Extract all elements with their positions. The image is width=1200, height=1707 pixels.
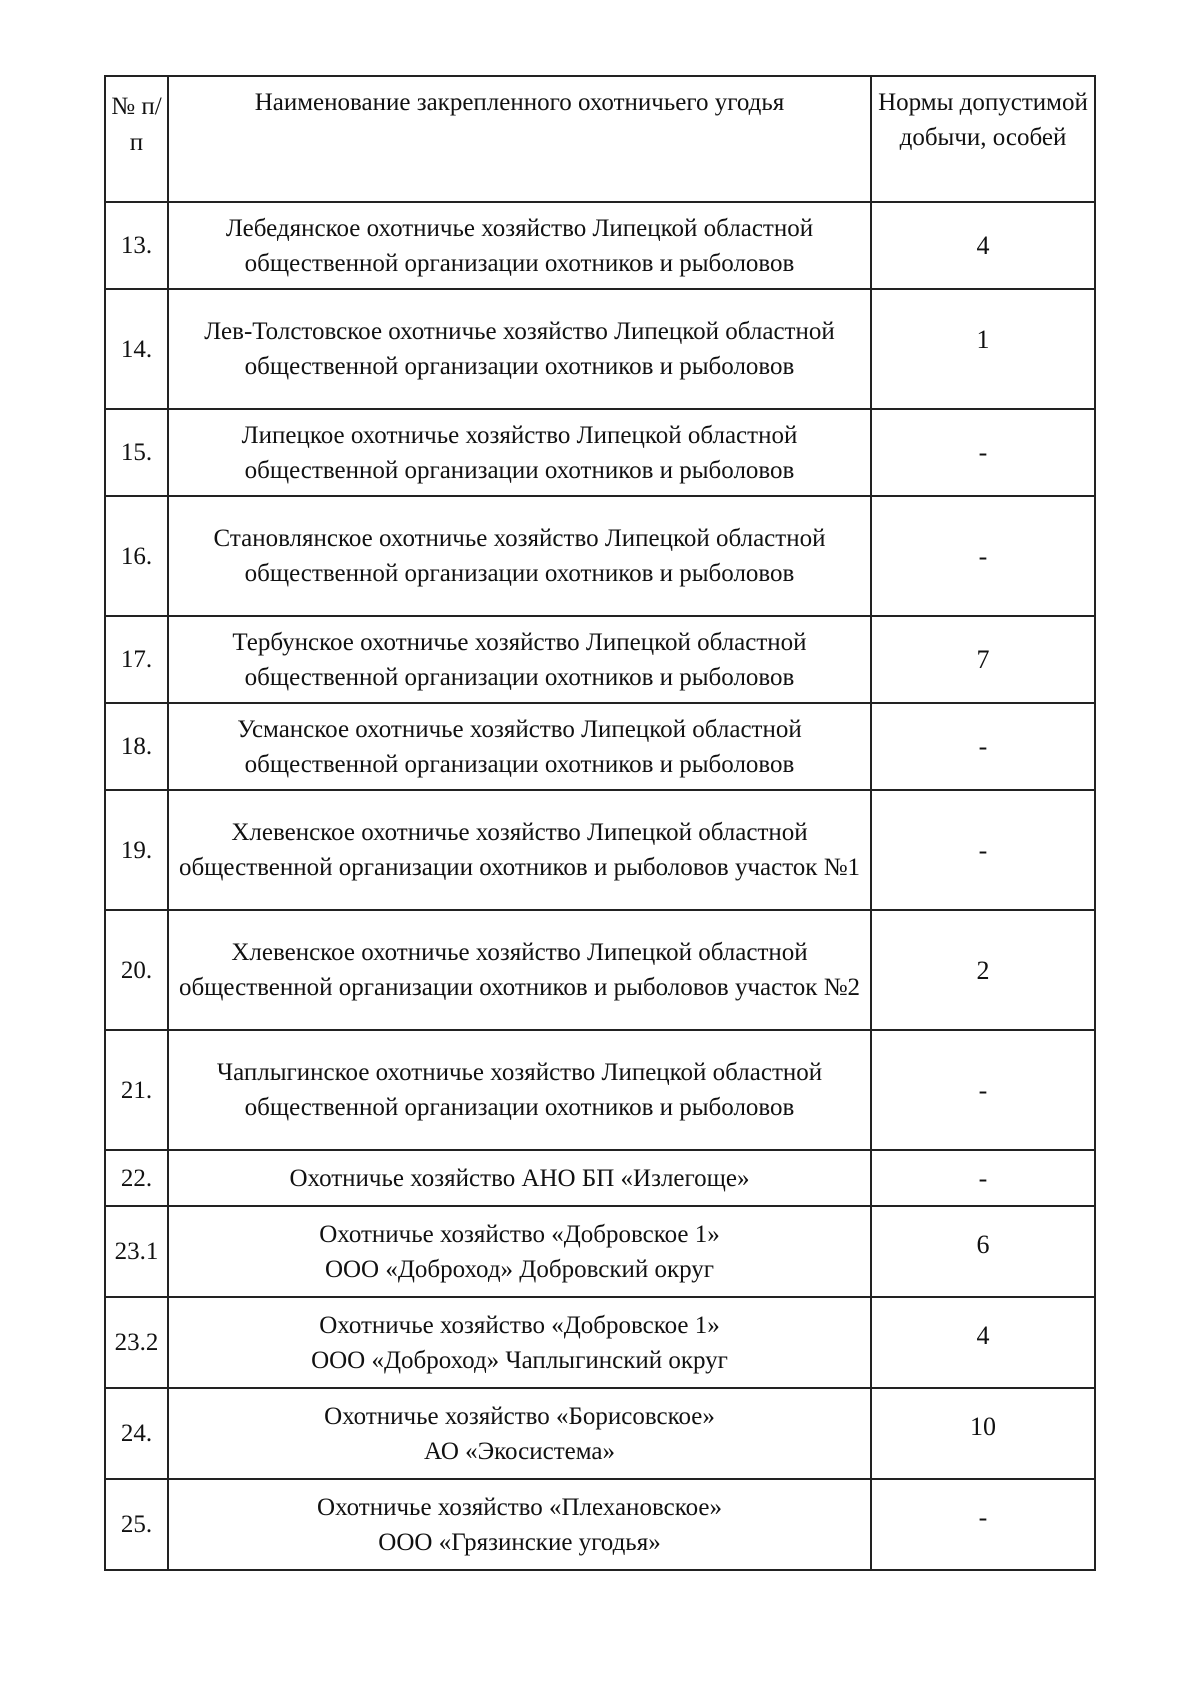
row-land-name: Охотничье хозяйство АНО БП «Излегоще» <box>168 1150 871 1206</box>
row-land-name: Тербунское охотничье хозяйство Липецкой областной общественной организации охотников и рыболовов <box>168 616 871 703</box>
row-number: 18. <box>105 703 168 790</box>
row-quota-norm: - <box>871 790 1095 910</box>
row-land-name <box>168 1297 871 1388</box>
row-land-name-line2: ООО «Доброход» Чаплыгинский округ <box>311 1346 728 1374</box>
row-land-name <box>168 1388 871 1479</box>
row-land-name: Хлевенское охотничье хозяйство Липецкой областной общественной организации охотников и рыболовов участок №2 <box>168 910 871 1030</box>
row-quota-norm: 4 <box>871 1297 1095 1388</box>
row-land-name <box>168 1479 871 1570</box>
row-quota-norm: - <box>871 496 1095 616</box>
table-row <box>105 202 1095 289</box>
table-row <box>105 1150 1095 1206</box>
row-quota-norm: - <box>871 1150 1095 1206</box>
row-land-name-line1: Охотничье хозяйство «Добровское 1» <box>319 1220 720 1248</box>
row-land-name-line2: ООО «Доброход» Добровский округ <box>324 1255 715 1283</box>
row-number: 23.2 <box>105 1297 168 1388</box>
row-quota-norm: 1 <box>871 289 1095 409</box>
row-quota-norm: - <box>871 1479 1095 1570</box>
table-row <box>105 616 1095 703</box>
row-quota-norm: - <box>871 703 1095 790</box>
row-number: 19. <box>105 790 168 910</box>
row-number: 14. <box>105 289 168 409</box>
header-number: № п/п <box>105 76 168 202</box>
header-land-name: Наименование закрепленного охотничьего угодья <box>168 76 871 202</box>
row-number: 21. <box>105 1030 168 1150</box>
table-row <box>105 1030 1095 1150</box>
row-number: 23.1 <box>105 1206 168 1297</box>
table-row <box>105 409 1095 496</box>
row-number: 20. <box>105 910 168 1030</box>
row-quota-norm: 4 <box>871 202 1095 289</box>
row-land-name: Лев-Толстовское охотничье хозяйство Липецкой областной общественной организации охотников и рыболовов <box>168 289 871 409</box>
row-number: 15. <box>105 409 168 496</box>
table-row <box>105 703 1095 790</box>
header-quota-norm: Нормы допустимой добычи, особей <box>871 76 1095 202</box>
row-quota-norm: 10 <box>871 1388 1095 1479</box>
row-number: 13. <box>105 202 168 289</box>
row-quota-norm: - <box>871 1030 1095 1150</box>
table-row <box>105 1206 1095 1297</box>
row-number: 25. <box>105 1479 168 1570</box>
row-quota-norm: 2 <box>871 910 1095 1030</box>
table-row <box>105 790 1095 910</box>
row-number: 24. <box>105 1388 168 1479</box>
row-land-name-line2: АО «Экосистема» <box>424 1437 615 1465</box>
row-land-name: Хлевенское охотничье хозяйство Липецкой областной общественной организации охотников и рыболовов участок №1 <box>168 790 871 910</box>
table-header-row <box>105 76 1095 202</box>
row-number: 22. <box>105 1150 168 1206</box>
table-row <box>105 289 1095 409</box>
row-land-name-line1: Охотничье хозяйство «Добровское 1» <box>319 1311 720 1339</box>
table-row <box>105 1297 1095 1388</box>
row-land-name: Чаплыгинское охотничье хозяйство Липецкой областной общественной организации охотников и рыболовов <box>168 1030 871 1150</box>
table-row <box>105 496 1095 616</box>
row-quota-norm: 6 <box>871 1206 1095 1297</box>
row-land-name: Липецкое охотничье хозяйство Липецкой областной общественной организации охотников и рыболовов <box>168 409 871 496</box>
table-row <box>105 1479 1095 1570</box>
row-land-name-line2: ООО «Грязинские угодья» <box>378 1528 661 1556</box>
row-quota-norm: - <box>871 409 1095 496</box>
table-row <box>105 1388 1095 1479</box>
row-land-name: Становлянское охотничье хозяйство Липецкой областной общественной организации охотников и рыболовов <box>168 496 871 616</box>
row-land-name: Лебедянское охотничье хозяйство Липецкой областной общественной организации охотников и рыболовов <box>168 202 871 289</box>
row-land-name: Усманское охотничье хозяйство Липецкой областной общественной организации охотников и рыболовов <box>168 703 871 790</box>
table-row <box>105 910 1095 1030</box>
row-land-name-line1: Охотничье хозяйство «Плехановское» <box>317 1493 722 1521</box>
row-land-name-line1: Охотничье хозяйство «Борисовское» <box>324 1402 715 1430</box>
hunting-quota-table <box>104 75 1096 1571</box>
row-number: 17. <box>105 616 168 703</box>
row-number: 16. <box>105 496 168 616</box>
row-land-name <box>168 1206 871 1297</box>
row-quota-norm: 7 <box>871 616 1095 703</box>
